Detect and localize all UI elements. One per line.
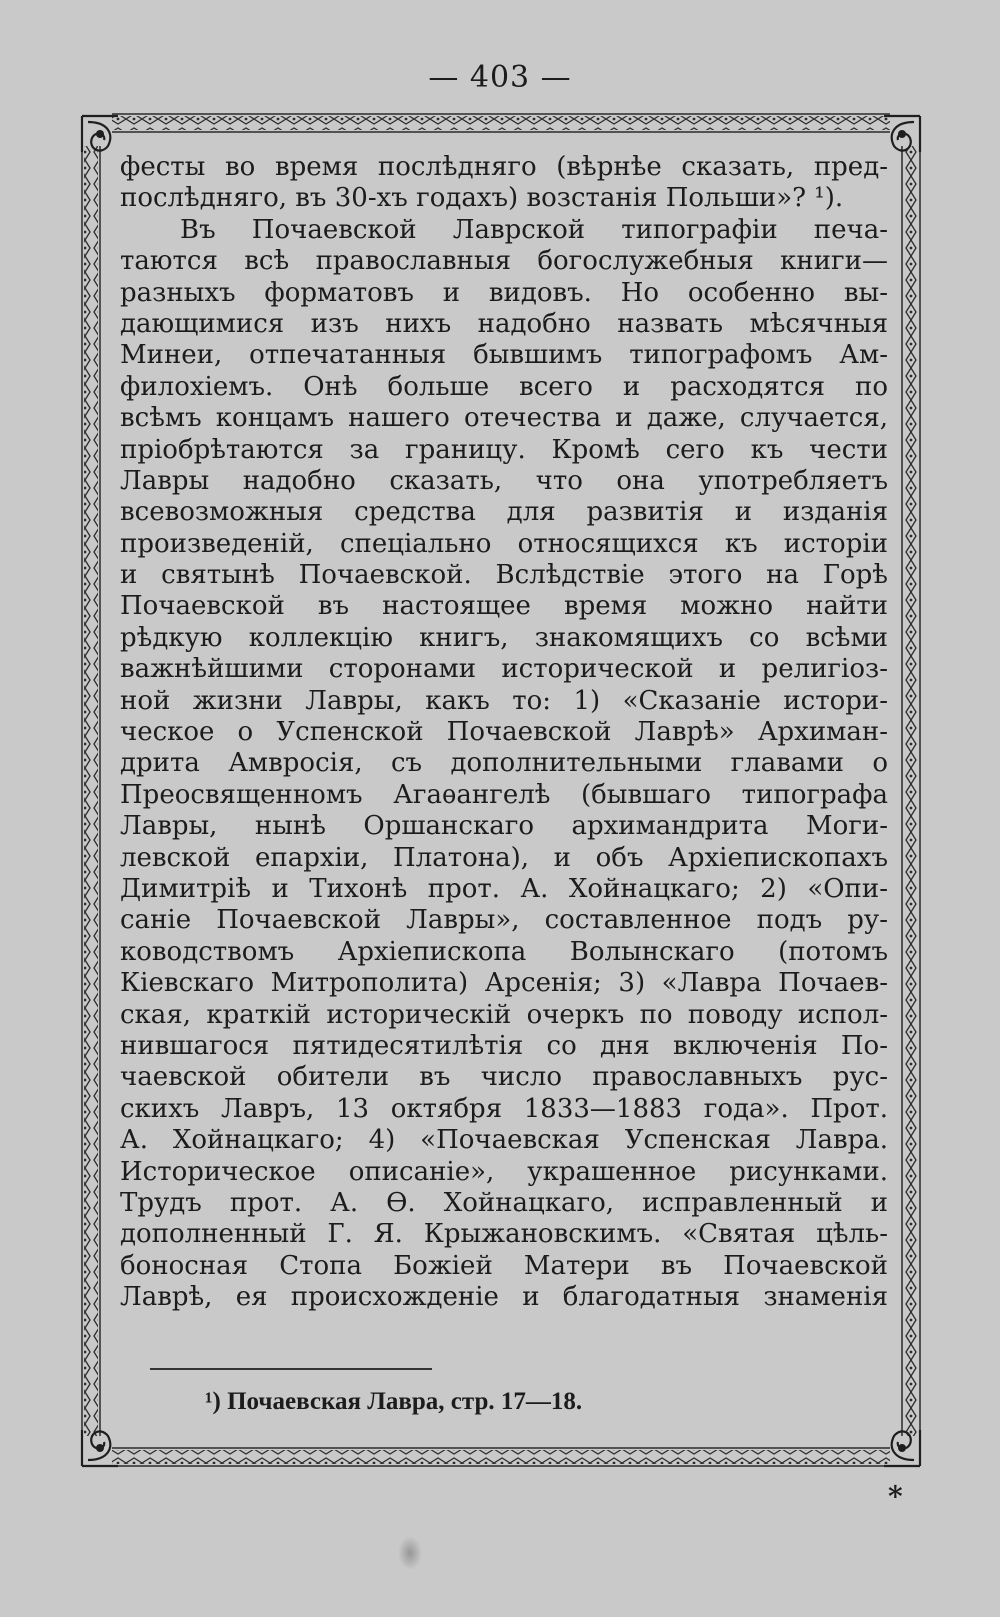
- text-line: левской епархіи, Платона), и объ Архіепископахъ: [120, 842, 888, 873]
- text-line: Преосвященномъ Агаѳангелѣ (бывшаго типографа: [120, 779, 888, 810]
- page-number: — 403 —: [428, 60, 572, 95]
- text-line: Димитріѣ и Тихонѣ прот. А. Хойнацкаго; 2) «Опи-: [120, 873, 888, 904]
- text-line: саніе Почаевской Лавры», составленное подъ ру-: [120, 905, 888, 936]
- text-line: дополненный Г. Я. Крыжановскимъ. «Святая цѣль-: [120, 1219, 888, 1250]
- text-line: разныхъ форматовъ и видовъ. Но особенно вы-: [120, 277, 888, 308]
- text-line: ководствомъ Архіепископа Волынскаго (потомъ: [120, 936, 888, 967]
- ink-smudge: [398, 1536, 422, 1570]
- text-line: Историческое описаніе», украшенное рисунками.: [120, 1156, 888, 1187]
- footnote: ¹) Почаевская Лавра, стр. 17—18.: [205, 1388, 583, 1415]
- text-line: и святынѣ Почаевской. Вслѣдствіе этого на Горѣ: [120, 560, 888, 591]
- text-line: Въ Почаевской Лаврской типографіи печа-: [180, 214, 888, 245]
- footnote-divider: [150, 1368, 432, 1370]
- text-line: ной жизни Лавры, какъ то: 1) «Сказаніе истори-: [120, 685, 888, 716]
- text-line: ская, краткій историческій очеркъ по поводу испол-: [120, 999, 888, 1030]
- text-line: нившагося пятидесятилѣтія со дня включенія По-: [120, 1030, 888, 1061]
- text-line: Трудъ прот. А. Ѳ. Хойнацкаго, исправленный и: [120, 1187, 888, 1218]
- text-line: ческое о Успенской Почаевской Лаврѣ» Архиман-: [120, 717, 888, 748]
- text-line: рѣдкую коллекцію книгъ, знакомящихъ со всѣми: [120, 622, 888, 653]
- text-line: дрита Амвросія, съ дополнительными главами о: [120, 748, 888, 779]
- text-line: дающимися изъ нихъ надобно назвать мѣсячныя: [120, 308, 888, 339]
- text-line: важнѣйшими сторонами исторической и религіоз-: [120, 654, 888, 685]
- text-line: фесты во время послѣдняго (вѣрнѣе сказать, пред-: [120, 152, 888, 182]
- text-line: таются всѣ православныя богослужебныя книги—: [120, 246, 888, 277]
- text-line: всевозможныя средства для развитія и изданія: [120, 497, 888, 528]
- text-line: Лаврѣ, ея происхожденіе и благодатныя знаменія: [120, 1282, 888, 1313]
- body-text: [120, 152, 888, 1313]
- text-line: боносная Стопа Божіей Матери въ Почаевской: [120, 1250, 888, 1281]
- text-line: А. Хойнацкаго; 4) «Почаевская Успенская Лавра.: [120, 1125, 888, 1156]
- signature-mark: *: [888, 1480, 903, 1513]
- text-line: Почаевской въ настоящее время можно найти: [120, 591, 888, 622]
- text-line: чаевской обители въ число православныхъ рус-: [120, 1062, 888, 1093]
- text-line: Лавры надобно сказать, что она употребляетъ: [120, 465, 888, 496]
- text-line: скихъ Лавръ, 13 октября 1833—1883 года». Прот.: [120, 1093, 888, 1124]
- text-line: произведеній, спеціально относящихся къ исторіи: [120, 528, 888, 559]
- text-line: послѣдняго, въ 30-хъ годахъ) возстанія Польши»? ¹).: [120, 183, 844, 214]
- text-line: пріобрѣтаются за границу. Кромѣ сего къ чести: [120, 434, 888, 465]
- text-line: Кіевскаго Митрополита) Арсенія; 3) «Лавра Почаев-: [120, 968, 888, 999]
- text-line: всѣмъ концамъ нашего отечества и даже, случается,: [120, 403, 888, 434]
- text-line: филохіемъ. Онѣ больше всего и расходятся по: [120, 371, 888, 402]
- text-line: Лавры, нынѣ Оршанскаго архимандрита Моги-: [120, 811, 888, 842]
- text-line: Минеи, отпечатанныя бывшимъ типографомъ Ам-: [120, 340, 888, 371]
